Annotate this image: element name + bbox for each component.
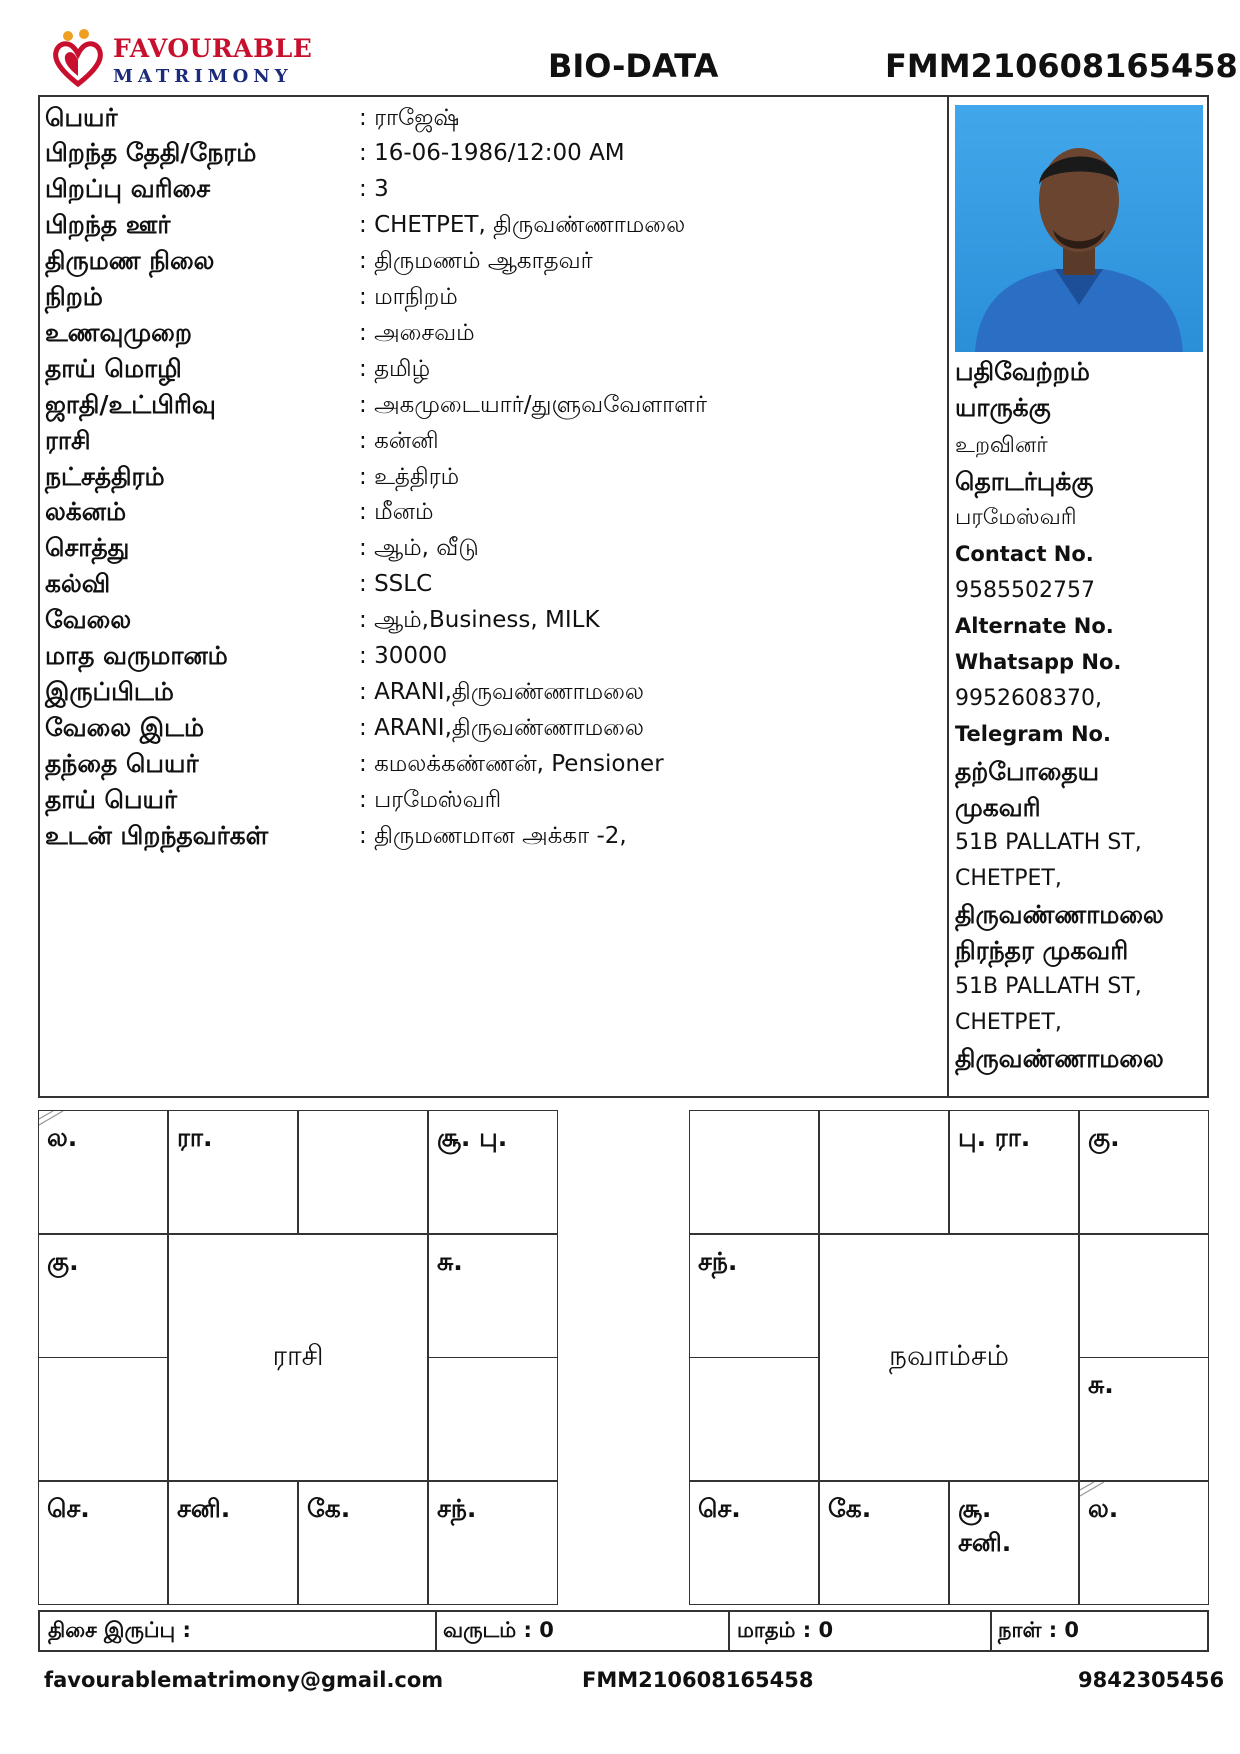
rasi-cell xyxy=(428,1481,558,1605)
detail-row-diet xyxy=(45,318,935,354)
detail-value: : அசைவம் xyxy=(359,320,475,349)
detail-row-complexion xyxy=(45,282,935,318)
rasi-chart xyxy=(38,1110,558,1605)
detail-label: திருமண நிலை xyxy=(45,246,215,275)
detail-label: பெயர் xyxy=(45,103,118,132)
rasi-chart-title: ராசி xyxy=(272,1339,324,1372)
detail-value: : CHETPET, திருவண்ணாமலை xyxy=(359,212,685,241)
dasa-year: வருடம் : 0 xyxy=(443,1618,554,1642)
detail-value: : 30000 xyxy=(359,643,447,669)
detail-label: நிறம் xyxy=(45,282,103,311)
detail-row-birth-place xyxy=(45,210,935,246)
detail-value: : ராஜேஷ் xyxy=(359,105,459,134)
detail-row-rasi xyxy=(45,426,935,462)
detail-label: வேலை இடம் xyxy=(45,713,205,742)
logo-heart-icon xyxy=(52,28,104,88)
detail-label: இருப்பிடம் xyxy=(45,677,174,706)
detail-row-name xyxy=(45,103,935,139)
corner-mark-icon xyxy=(1080,1482,1106,1498)
detail-row-marital-status xyxy=(45,246,935,282)
detail-label: கல்வி xyxy=(45,569,111,598)
permanent-address-line-2: CHETPET, xyxy=(955,1010,1062,1035)
detail-row-dob xyxy=(45,138,935,174)
telegram-no-label: Telegram No. xyxy=(955,722,1111,746)
navamsa-cell xyxy=(1079,1357,1209,1481)
contact-person-label: தொடர்புக்கு xyxy=(955,467,1094,496)
corner-mark-icon xyxy=(39,1111,65,1127)
dasa-label: திசை இருப்பு : xyxy=(48,1618,191,1642)
rasi-cell xyxy=(428,1357,558,1481)
navamsa-cell xyxy=(949,1110,1079,1234)
navamsa-chart-center xyxy=(819,1234,1079,1481)
detail-label: மாத வருமானம் xyxy=(45,641,228,670)
detail-label: பிறந்த தேதி/நேரம் xyxy=(45,138,257,167)
registered-for-label: பதிவேற்றம் xyxy=(955,357,1090,386)
dasa-info-bar xyxy=(38,1610,1209,1652)
detail-label: லக்னம் xyxy=(45,497,127,526)
detail-row-mother-name xyxy=(45,785,935,821)
detail-value: : ஆம், வீடு xyxy=(359,535,479,564)
dasa-month: மாதம் : 0 xyxy=(737,1618,834,1642)
navamsa-cell xyxy=(689,1481,819,1605)
panel-divider xyxy=(947,95,949,1098)
detail-row-lagnam xyxy=(45,497,935,533)
detail-row-star xyxy=(45,462,935,498)
navamsa-cell-label: பு. ரா. xyxy=(958,1123,1031,1152)
permanent-address-line-3: திருவண்ணாமலை xyxy=(955,1044,1164,1073)
rasi-cell xyxy=(38,1481,168,1605)
whatsapp-no-label: Whatsapp No. xyxy=(955,650,1122,674)
detail-row-work-place xyxy=(45,713,935,749)
detail-value: : திருமணமான அக்கா -2, xyxy=(359,823,627,852)
navamsa-cell xyxy=(819,1110,949,1234)
detail-row-father-name xyxy=(45,749,935,785)
rasi-cell xyxy=(168,1110,298,1234)
navamsa-cell xyxy=(949,1481,1079,1605)
detail-value: : கமலக்கண்ணன், Pensioner xyxy=(359,751,664,780)
detail-label: பிறந்த ஊர் xyxy=(45,210,171,239)
whatsapp-no-value[interactable]: 9952608370, xyxy=(955,686,1102,711)
navamsa-cell-label: கே. xyxy=(828,1494,872,1523)
logo-subtitle: MATRIMONY xyxy=(113,66,293,87)
navamsa-cell xyxy=(1079,1481,1209,1605)
rasi-cell-label: சந். xyxy=(437,1494,477,1523)
profile-id: FMM210608165458 xyxy=(885,47,1238,85)
contact-no-label: Contact No. xyxy=(955,542,1094,566)
detail-value: : அகமுடையார்/துளுவவேளாளர் xyxy=(359,392,707,421)
rasi-cell xyxy=(168,1481,298,1605)
permanent-address-line-1: 51B PALLATH ST, xyxy=(955,974,1142,999)
rasi-cell-label: சு. xyxy=(437,1247,463,1276)
navamsa-cell xyxy=(819,1481,949,1605)
rasi-cell xyxy=(38,1110,168,1234)
detail-value: : தமிழ் xyxy=(359,356,430,385)
navamsa-cell-label: செ. xyxy=(698,1494,741,1523)
detail-value: : திருமணம் ஆகாதவர் xyxy=(359,248,593,277)
detail-value: : SSLC xyxy=(359,571,432,597)
detail-row-mother-tongue xyxy=(45,354,935,390)
navamsa-cell xyxy=(689,1110,819,1234)
person-silhouette-icon xyxy=(955,105,1203,352)
detail-label: சொத்து xyxy=(45,533,130,562)
rasi-cell xyxy=(298,1110,428,1234)
detail-row-property xyxy=(45,533,935,569)
detail-value: : பரமேஸ்வரி xyxy=(359,787,501,816)
rasi-cell xyxy=(38,1234,168,1358)
dasa-separator xyxy=(435,1612,437,1650)
detail-value: : 16-06-1986/12:00 AM xyxy=(359,140,625,166)
navamsa-cell-label: ல. xyxy=(1088,1494,1119,1523)
footer-profile-id: FMM210608165458 xyxy=(582,1668,814,1692)
permanent-address-label: நிரந்தர முகவரி xyxy=(955,936,1129,965)
navamsa-cell xyxy=(1079,1234,1209,1358)
rasi-cell xyxy=(38,1357,168,1481)
contact-person-value: பரமேஸ்வரி xyxy=(955,505,1077,530)
navamsa-chart xyxy=(689,1110,1209,1605)
detail-value: : கன்னி xyxy=(359,428,439,457)
detail-value: : ARANI,திருவண்ணாமலை xyxy=(359,715,644,744)
rasi-cell-label: சனி. xyxy=(177,1494,231,1523)
detail-row-caste xyxy=(45,390,935,426)
navamsa-cell xyxy=(1079,1110,1209,1234)
navamsa-cell xyxy=(689,1234,819,1358)
dasa-day: நாள் : 0 xyxy=(998,1618,1080,1642)
detail-row-income xyxy=(45,641,935,677)
rasi-cell-label: ல. xyxy=(47,1123,78,1152)
profile-photo xyxy=(955,105,1203,352)
detail-label: தந்தை பெயர் xyxy=(45,749,199,778)
detail-label: நட்சத்திரம் xyxy=(45,462,165,491)
rasi-cell-label: செ. xyxy=(47,1494,90,1523)
detail-value: : மீனம் xyxy=(359,499,433,528)
detail-value: : ஆம்,Business, MILK xyxy=(359,607,600,636)
detail-label: வேலை xyxy=(45,605,132,634)
detail-row-residence xyxy=(45,677,935,713)
rasi-chart-center xyxy=(168,1234,428,1481)
registered-for-label-2: யாருக்கு xyxy=(955,393,1051,422)
detail-value: : மாநிறம் xyxy=(359,284,458,313)
detail-value: : உத்திரம் xyxy=(359,464,459,493)
dasa-separator xyxy=(728,1612,730,1650)
page-title: BIO-DATA xyxy=(548,47,719,85)
navamsa-cell-label: கு. xyxy=(1088,1123,1120,1152)
rasi-cell xyxy=(298,1481,428,1605)
current-address-label-2: முகவரி xyxy=(955,793,1041,822)
detail-value: : 3 xyxy=(359,176,389,202)
detail-row-siblings xyxy=(45,821,935,857)
rasi-cell-label: கே. xyxy=(307,1494,351,1523)
detail-value: : ARANI,திருவண்ணாமலை xyxy=(359,679,644,708)
rasi-cell-label: சூ. பு. xyxy=(437,1123,508,1152)
detail-label: தாய் பெயர் xyxy=(45,785,178,814)
rasi-cell-label: கு. xyxy=(47,1247,79,1276)
alternate-no-label: Alternate No. xyxy=(955,614,1114,638)
detail-row-education xyxy=(45,569,935,605)
current-address-line-2: CHETPET, xyxy=(955,866,1062,891)
current-address-line-3: திருவண்ணாமலை xyxy=(955,900,1164,929)
current-address-line-1: 51B PALLATH ST, xyxy=(955,830,1142,855)
detail-row-birth-order xyxy=(45,174,935,210)
registered-for-value: உறவினர் xyxy=(955,433,1048,458)
dasa-separator xyxy=(990,1612,992,1650)
detail-label: ராசி xyxy=(45,426,91,455)
footer-email[interactable]: favourablematrimony@gmail.com xyxy=(44,1668,444,1692)
detail-label: பிறப்பு வரிசை xyxy=(45,174,211,203)
rasi-cell xyxy=(428,1234,558,1358)
navamsa-cell xyxy=(689,1357,819,1481)
rasi-cell xyxy=(428,1110,558,1234)
rasi-cell-label: ரா. xyxy=(177,1123,213,1152)
navamsa-cell-label: சந். xyxy=(698,1247,738,1276)
navamsa-cell-label: சு. xyxy=(1088,1370,1114,1399)
detail-label: தாய் மொழி xyxy=(45,354,182,383)
navamsa-chart-title: நவாம்சம் xyxy=(889,1339,1009,1372)
detail-label: உணவுமுறை xyxy=(45,318,192,347)
footer-phone[interactable]: 9842305456 xyxy=(1078,1668,1225,1692)
detail-label: ஜாதி/உட்பிரிவு xyxy=(45,390,216,419)
detail-label: உடன் பிறந்தவர்கள் xyxy=(45,821,269,850)
current-address-label: தற்போதைய xyxy=(955,757,1100,786)
logo-name: FAVOURABLE xyxy=(113,34,313,63)
contact-no-value[interactable]: 9585502757 xyxy=(955,578,1095,603)
detail-row-job xyxy=(45,605,935,641)
navamsa-cell-label: சூ. சனி. xyxy=(958,1494,1012,1557)
